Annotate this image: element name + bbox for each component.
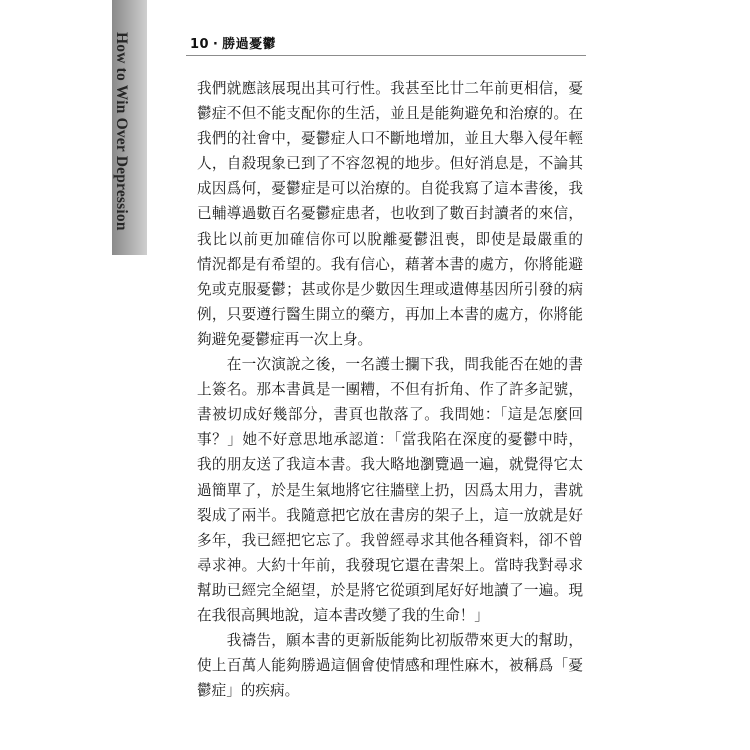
text-line: 我比以前更加確信你可以脫離憂鬱沮喪，即使是最嚴重的: [197, 230, 583, 248]
running-header: [190, 33, 276, 52]
text-line: 人，自殺現象已到了不容忽視的地步。但好消息是，不論其: [197, 155, 583, 173]
text-line: 鬱症不但不能支配你的生活，並且是能夠避免和治療的。在: [197, 105, 583, 123]
text-line: 在一次演說之後，一名護士攔下我，問我能否在她的書: [197, 356, 583, 374]
book-title-vertical: How to Win Over Depression: [113, 32, 130, 231]
text-line: 多年，我已經把它忘了。我曾經尋求其他各種資料，卻不曾: [197, 531, 583, 549]
text-line: 我們就應該展現出其可行性。我甚至比廿二年前更相信，憂: [197, 80, 583, 97]
text-line: 夠避免憂鬱症再一次上身。: [197, 330, 373, 348]
paragraph-2: [197, 352, 583, 628]
text-line: 事？」她不好意思地承認道：「當我陷在深度的憂鬱中時，: [197, 431, 583, 449]
text-line: 我的朋友送了我這本書。我大略地瀏覽過一遍，就覺得它太: [197, 456, 583, 474]
header-rule: [186, 55, 586, 56]
text-line: 上簽名。那本書眞是一團糟，不但有折角、作了許多記號，: [197, 381, 583, 399]
body-text: [197, 76, 583, 703]
text-line: 已輔導過數百名憂鬱症患者，也收到了數百封讀者的來信，: [197, 205, 583, 223]
text-line: 免或克服憂鬱；甚或你是少數因生理或遺傳基因所引發的病: [197, 280, 583, 298]
text-line: 我們的社會中，憂鬱症人口不斷地增加，並且大舉入侵年輕: [197, 130, 583, 148]
text-line: 在我很高興地說，這本書改變了我的生命！」: [197, 606, 489, 624]
text-line: 我禱告，願本書的更新版能夠比初版帶來更大的幫助，: [197, 632, 583, 650]
text-line: 成因爲何，憂鬱症是可以治療的。自從我寫了這本書後，我: [197, 180, 583, 198]
text-line: 裂成了兩半。我隨意把它放在書房的架子上，這一放就是好: [197, 506, 583, 524]
text-line: 書被切成好幾部分，書頁也散落了。我問她：「這是怎麼回: [197, 406, 583, 424]
paragraph-1: [197, 76, 583, 352]
text-line: 情況都是有希望的。我有信心，藉著本書的處方，你將能避: [197, 255, 583, 273]
text-line: 鬱症」的疾病。: [197, 682, 300, 700]
chapter-title: 勝過憂鬱: [222, 37, 277, 52]
paragraph-3: [197, 628, 583, 703]
text-line: 例，只要遵行醫生開立的藥方，再加上本書的處方，你將能: [197, 305, 583, 323]
text-line: 過簡單了，於是生氣地將它往牆壁上扔，因爲太用力，書就: [197, 481, 583, 499]
text-line: 使上百萬人能夠勝過這個會使情感和理性麻木，被稱爲「憂: [197, 657, 583, 675]
page-number: 10: [190, 37, 210, 52]
text-line: 尋求神。大約十年前，我發現它還在書架上。當時我對尋求: [197, 556, 583, 574]
text-line: 幫助已經完全絕望，於是將它從頭到尾好好地讀了一遍。現: [197, 581, 583, 599]
header-separator: ‧: [213, 37, 219, 52]
